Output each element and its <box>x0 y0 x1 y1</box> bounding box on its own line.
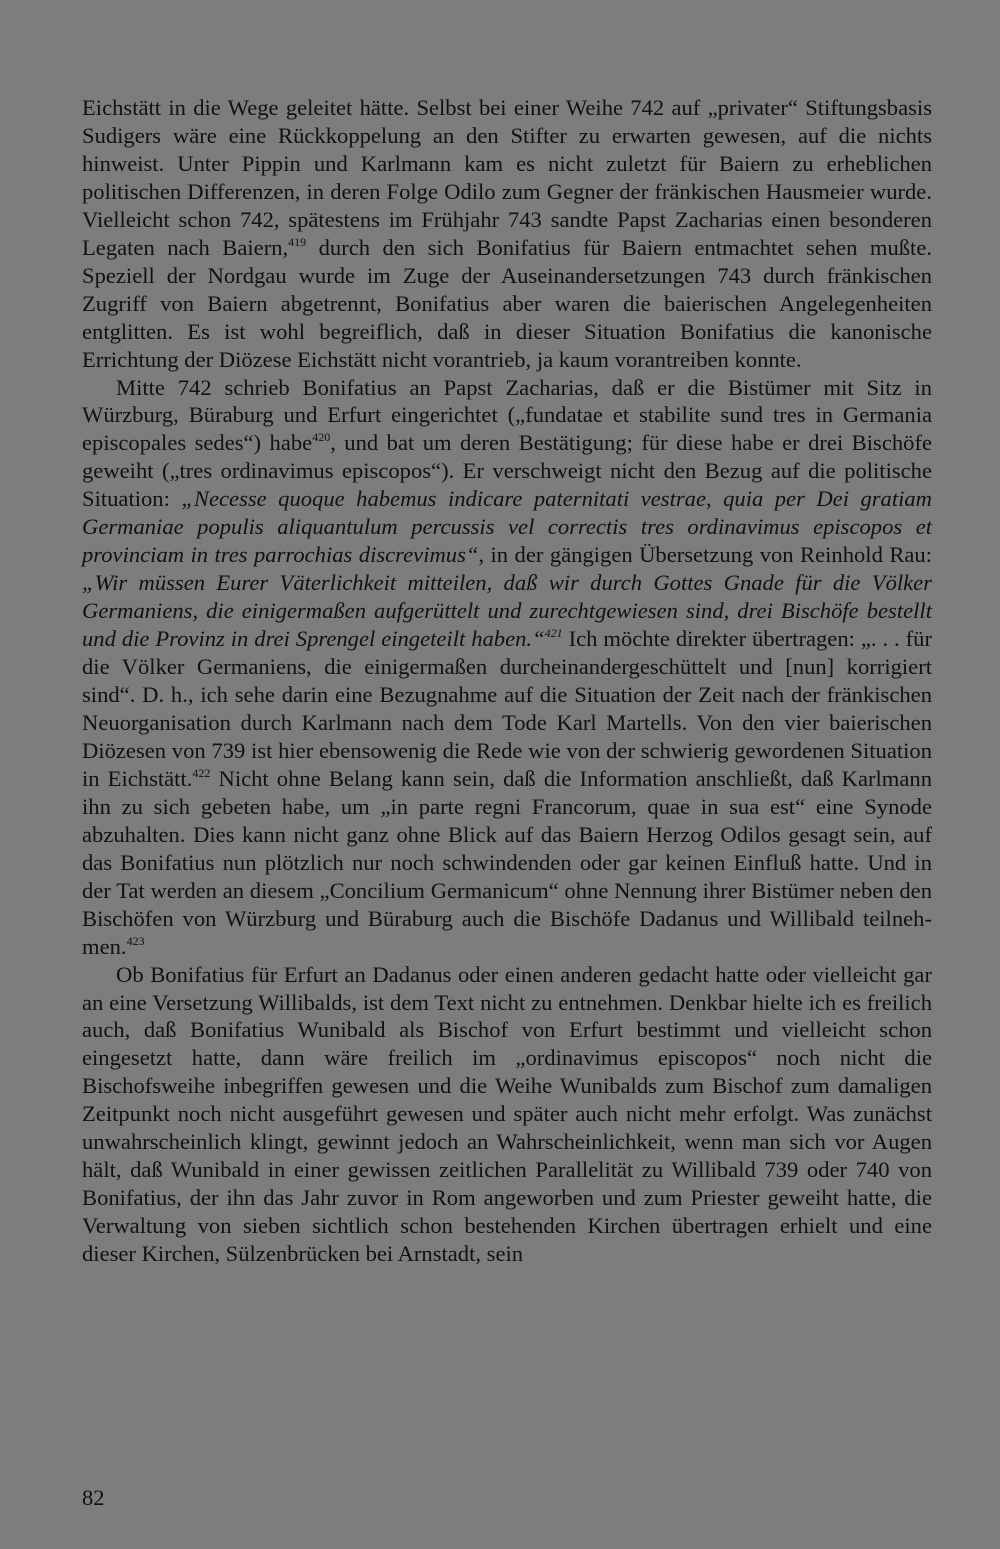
footnote-reference: 421 <box>544 626 563 641</box>
text-run: Ich möchte direkter übertragen: „. . . für die Völker Germaniens, die einigermaßen durcheinandergeschüttelt und [nun] korrigiert sind“. D. h., ich sehe darin eine Bezugnahme auf die Situation der Zeit nach der fränkischen Neuorganisation durch Karlmann nach dem Tode Karl Martells. Von den vier baierischen Diözesen von 739 ist hier ebensowenig die Rede wie von der schwierig gewordenen Situation in Eichstätt. <box>82 626 932 791</box>
text-run: durch den sich Bonifatius für Baiern entmachtet sehen mußte. Speziell der Nordgau wurde im Zuge der Auseinandersetzungen 743 durch fränkischen Zugriff von Baiern abgetrennt, Bonifatius aber waren die baierischen Angelegenheiten entglitten. Es ist wohl begreiflich, daß in dieser Situation Bonifatius die kanonische Errichtung der Diözese Eichstätt nicht vorantrieb, ja kaum vorantreiben konnte. <box>82 234 932 372</box>
quotation-italic: „Wir müssen Eurer Väterlichkeit mitteilen, daß wir durch Gottes Gnade für die Völker Germaniens, die einigermaßen aufgerüttelt und zurechtgewiesen sind, drei Bischöfe bestellt und die Provinz in drei Sprengel eingeteilt haben.“ <box>82 570 932 652</box>
text-run: , und bat um deren Bestätigung; für diese habe er drei Bischöfe geweiht („tres ordinavimus episcopos“). Er verschweigt nicht den Bezug auf die politische Situation: <box>82 430 932 512</box>
body-text <box>82 94 932 1268</box>
paragraph <box>82 94 932 374</box>
text-run: Nicht ohne Belang kann sein, daß die Information anschließt, daß Karlmann ihn zu sich gebeten habe, um „in parte regni Francorum, quae in sua est“ eine Synode abzuhalten. Dies kann nicht ganz ohne Blick auf das Baiern Herzog Odilos gesagt sein, auf das Bonifatius nun plötzlich nur noch schwindenden oder gar keinen Einfluß hatte. Und in der Tat werden an diesem „Concilium Germanicum“ ohne Nennung ihrer Bistümer neben den Bischöfen von Würzburg und Büraburg auch die Bischöfe Dadanus und Willibald teilnehmen. <box>82 765 932 959</box>
footnote-reference: 419 <box>288 234 307 249</box>
text-run: , in der gängigen Übersetzung von Reinhold Rau: <box>478 542 932 568</box>
text-run: Ob Bonifatius für Erfurt an Dadanus oder einen anderen gedacht hatte oder vielleicht gar an eine Versetzung Willibalds, ist dem Text nicht zu entnehmen. Denkbar hielte ich es freilich auch, daß Bonifatius Wunibald als Bischof von Erfurt bestimmt und vielleicht schon eingesetzt hatte, dann wäre freilich im „ordinavimus episcopos“ noch nicht die Bischofsweihe inbegriffen gewesen und die Weihe Wunibalds zum Bischof zum damaligen Zeitpunkt noch nicht ausgeführt gewesen und später auch nicht mehr erfolgt. Was zunächst unwahrscheinlich klingt, gewinnt jedoch an Wahrscheinlichkeit, wenn man sich vor Augen hält, daß Wunibald in einer gewissen zeitlichen Parallelität zu Willibald 739 oder 740 von Bonifatius, der ihn das Jahr zuvor in Rom angeworben und zum Priester geweiht hatte, die Verwaltung von sieben sichtlich schon bestehenden Kirchen übertragen erhielt und eine dieser Kirchen, Sülzenbrücken bei Arnstadt, sein <box>82 961 932 1267</box>
quotation-italic: „Necesse quoque habemus indicare paternitati vestrae, quia per Dei gratiam Germaniae populis aliquantulum percussis vel correctis tres ordinavimus episcopos et provinciam in tres parrochias discrevimus“ <box>82 486 932 568</box>
text-run: Mitte 742 schrieb Bonifatius an Papst Zacharias, daß er die Bistümer mit Sitz in Würzburg, Büraburg und Erfurt eingerichtet („fundatae et stabilite sund tres in Germania episcopales sedes“) habe <box>82 374 932 456</box>
paragraph <box>82 374 932 961</box>
footnote-reference: 423 <box>126 933 145 948</box>
footnote-reference: 420 <box>312 430 331 445</box>
paragraph <box>82 961 932 1268</box>
footnote-reference: 422 <box>192 765 211 780</box>
page-number: 82 <box>82 1485 105 1510</box>
text-run: Eichstätt in die Wege geleitet hätte. Selbst bei einer Weihe 742 auf „privater“ Stiftungsbasis Sudigers wäre eine Rückkoppelung an den Stifter zu erwarten gewesen, auf die nichts hinweist. Unter Pippin und Karlmann kam es nicht zuletzt für Baiern zu erheblichen politischen Differenzen, in deren Folge Odilo zum Gegner der fränkischen Hausmeier wurde. Vielleicht schon 742, spätestens im Frühjahr 743 sandte Papst Zacharias einen besonderen Legaten nach Baiern, <box>82 95 932 260</box>
